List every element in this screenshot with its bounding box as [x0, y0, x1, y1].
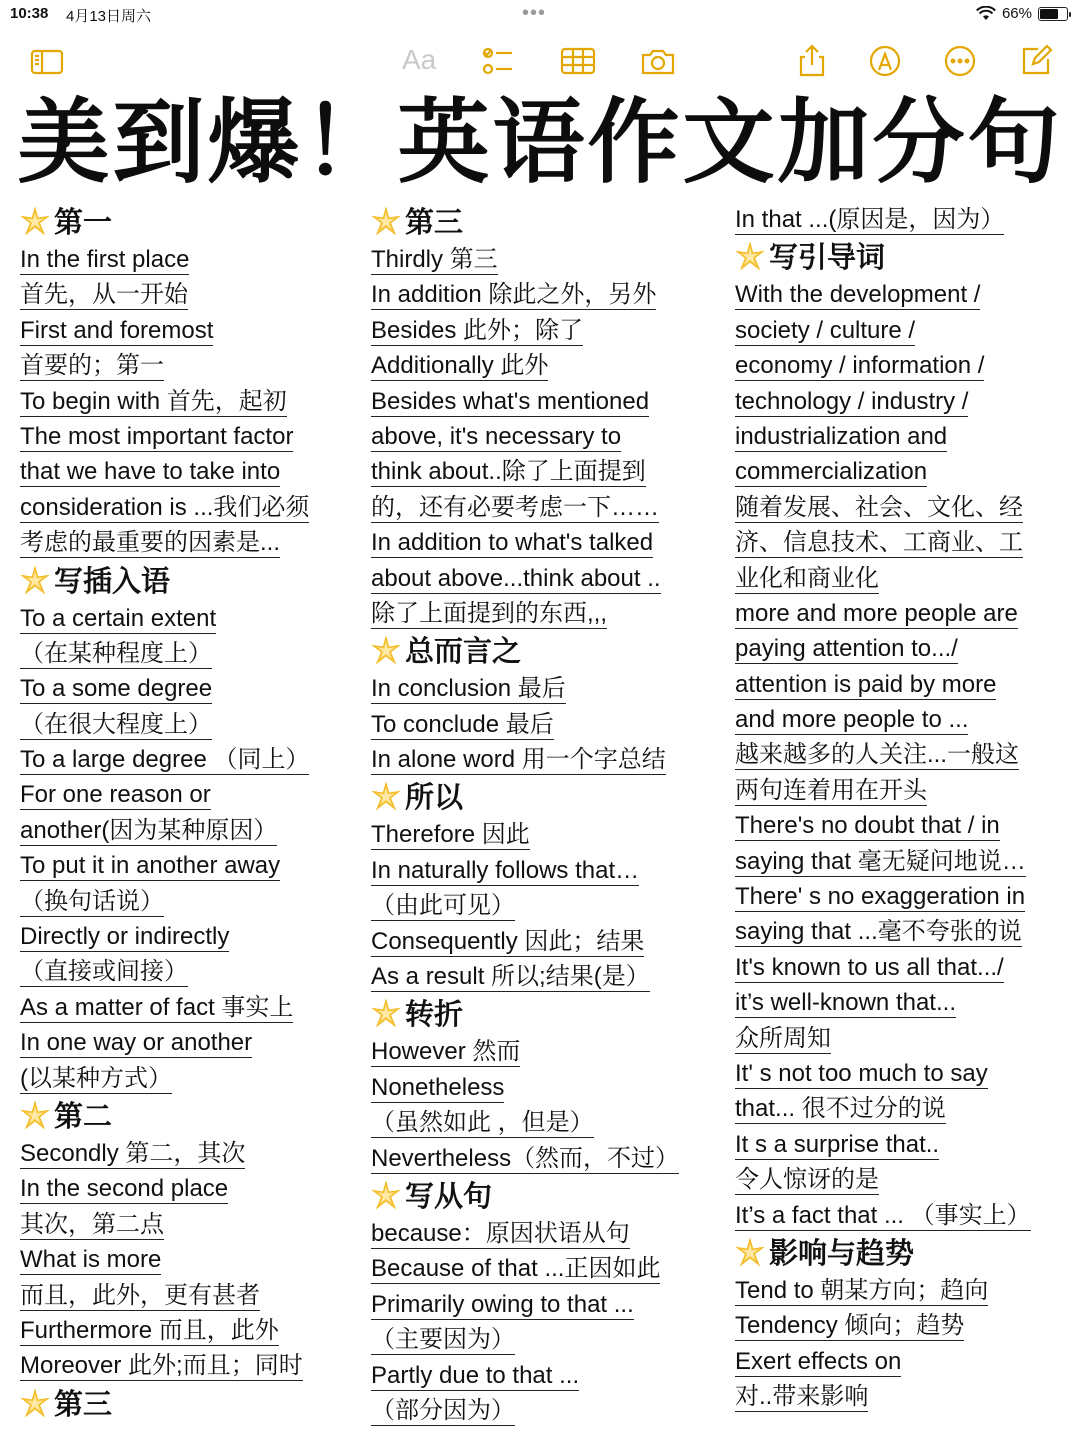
note-line — [735, 808, 1065, 843]
note-line-text: In naturally follows that… — [371, 856, 640, 884]
section-heading — [371, 777, 711, 817]
note-line — [20, 490, 350, 525]
note-line — [735, 454, 1065, 489]
note-line-text: 济、信息技术、工商业、工 — [735, 529, 1023, 557]
note-line-text: （部分因为） — [371, 1396, 515, 1424]
note-line-text: 而且，此外，更有甚者 — [20, 1281, 260, 1309]
note-line — [371, 242, 711, 277]
note-line-text: First and foremost — [20, 316, 214, 344]
note-line-text: saying that ...毫不夸张的说 — [735, 918, 1022, 946]
note-line-text: think about..除了上面提到 — [371, 458, 646, 486]
note-line-text: To conclude 最后 — [371, 710, 554, 738]
note-line — [735, 1308, 1065, 1343]
star-icon — [735, 1238, 765, 1268]
multitasking-dots-icon[interactable]: ••• — [522, 2, 547, 24]
note-line — [20, 1207, 350, 1242]
section-heading-label: 第三 — [54, 1386, 113, 1421]
note-line-text: As a result 所以;结果(是） — [371, 963, 650, 991]
note-line-text: What is more — [20, 1246, 162, 1274]
note-line-text: attention is paid by more — [735, 670, 997, 698]
note-line — [20, 1025, 350, 1060]
note-line-text: and more people to ... — [735, 706, 969, 734]
note-line-text: 业化和商业化 — [735, 564, 879, 592]
note-line-text: In alone word 用一个字总结 — [371, 746, 666, 774]
star-icon — [371, 999, 401, 1029]
note-line — [371, 525, 711, 560]
note-line — [735, 702, 1065, 737]
note-line-text: more and more people are — [735, 599, 1018, 627]
note-line — [735, 1127, 1065, 1162]
section-heading-label: 转折 — [405, 997, 464, 1032]
note-line — [371, 1216, 711, 1251]
note-line-text: 首要的；第一 — [20, 352, 164, 380]
note-line-text: Additionally 此外 — [371, 352, 549, 380]
note-line-text: （在某种程度上） — [20, 639, 212, 667]
note-line — [735, 844, 1065, 879]
note-line — [735, 419, 1065, 454]
battery-percent: 66% — [1001, 5, 1032, 22]
section-heading — [371, 994, 711, 1034]
note-line-text: Tendency 倾向；趋势 — [735, 1312, 965, 1340]
note-line — [735, 313, 1065, 348]
note-line — [20, 1313, 350, 1348]
note-line — [735, 914, 1065, 949]
note-line — [20, 671, 350, 706]
note-line-text: 众所周知 — [735, 1024, 831, 1052]
note-line-text: In one way or another — [20, 1029, 253, 1057]
note-line — [371, 490, 711, 525]
note-line-text: Therefore 因此 — [371, 821, 530, 849]
note-line — [20, 1242, 350, 1277]
note-line — [371, 853, 711, 888]
note-line-text: To a some degree — [20, 675, 213, 703]
note-line-text: Besides 此外；除了 — [371, 316, 584, 344]
note-column-3[interactable] — [735, 202, 1065, 1415]
note-line — [20, 1171, 350, 1206]
markup-icon[interactable] — [867, 43, 903, 79]
note-line-text: consideration is ...我们必须 — [20, 493, 310, 521]
note-line — [20, 636, 350, 671]
section-heading — [735, 1233, 1065, 1273]
section-heading-label: 影响与趋势 — [769, 1235, 915, 1270]
section-heading — [735, 237, 1065, 277]
note-line — [735, 348, 1065, 383]
star-icon — [371, 207, 401, 237]
battery-icon — [1038, 7, 1068, 21]
note-line — [735, 1198, 1065, 1233]
note-line-text: Furthermore 而且，此外 — [20, 1316, 279, 1344]
note-line-text: However 然而 — [371, 1038, 521, 1066]
note-line — [371, 924, 711, 959]
note-line-text: above, it's necessary to — [371, 422, 622, 450]
note-line-text: Nevertheless（然而，不过） — [371, 1144, 680, 1172]
note-line — [371, 596, 711, 631]
note-line-text: 两句连着用在开头 — [735, 776, 927, 804]
note-line — [371, 742, 711, 777]
note-line — [371, 384, 711, 419]
note-column-1[interactable] — [20, 202, 350, 1424]
note-line — [20, 277, 350, 312]
note-line-text: 除了上面提到的东西,,, — [371, 599, 608, 627]
note-line — [371, 419, 711, 454]
note-line-text: （直接或间接） — [20, 958, 188, 986]
section-heading-label: 第一 — [54, 205, 113, 239]
note-line — [735, 1344, 1065, 1379]
note-line — [371, 1358, 711, 1393]
note-line-text: because：原因状语从句 — [371, 1219, 630, 1247]
checklist-icon[interactable] — [480, 43, 516, 79]
star-icon — [20, 1389, 50, 1419]
note-line — [371, 454, 711, 489]
note-line — [371, 1322, 711, 1357]
note-line-text: 考虑的最重要的因素是... — [20, 529, 281, 557]
note-line — [735, 773, 1065, 808]
note-line-text: 随着发展、社会、文化、经 — [735, 493, 1023, 521]
note-line-text: （虽然如此 ，但是） — [371, 1109, 594, 1137]
note-line-text: In the second place — [20, 1175, 229, 1203]
camera-icon[interactable] — [640, 43, 676, 79]
note-line — [735, 1162, 1065, 1197]
note-line — [20, 884, 350, 919]
note-line-text: In the first place — [20, 246, 190, 273]
note-line — [735, 490, 1065, 525]
note-line — [20, 813, 350, 848]
note-line-text: economy / information / — [735, 352, 985, 380]
note-line — [371, 1287, 711, 1322]
note-line — [735, 1379, 1065, 1414]
note-line — [735, 384, 1065, 419]
note-line-text: technology / industry / — [735, 387, 969, 415]
status-date: 4月13日周六 — [66, 8, 152, 25]
note-line-text: To a large degree （同上） — [20, 746, 310, 774]
note-line-text: In conclusion 最后 — [371, 675, 566, 703]
section-heading-label: 第三 — [405, 205, 464, 239]
notes-toolbar — [0, 38, 1080, 84]
note-line — [735, 1273, 1065, 1308]
wifi-icon — [976, 6, 996, 21]
note-line — [371, 888, 711, 923]
note-line — [371, 707, 711, 742]
compose-icon[interactable] — [1018, 43, 1054, 79]
note-line-text: Thirdly 第三 — [371, 246, 498, 273]
note-line — [371, 671, 711, 706]
note-line-text: It's known to us all that.../ — [735, 953, 1004, 981]
note-line-text: The most important factor — [20, 422, 294, 450]
note-line-text: that we have to take into — [20, 458, 281, 486]
note-line-text: 其次，第二点 — [20, 1210, 164, 1238]
section-heading — [371, 202, 711, 242]
note-line-text: In that ...(原因是，因为） — [735, 206, 1005, 233]
section-heading — [371, 1176, 711, 1216]
star-icon — [371, 782, 401, 812]
section-heading — [371, 631, 711, 671]
note-line-text: There' s no exaggeration in — [735, 883, 1026, 911]
sidebar-icon[interactable] — [29, 43, 65, 79]
note-line — [735, 1091, 1065, 1126]
note-line — [20, 419, 350, 454]
table-icon[interactable] — [560, 43, 596, 79]
note-line — [735, 631, 1065, 666]
note-line-text: There's no doubt that / in — [735, 812, 1000, 840]
note-line — [735, 1021, 1065, 1056]
note-line-text: Secondly 第二，其次 — [20, 1139, 246, 1167]
status-time: 10:38 — [10, 5, 49, 22]
note-line-text: To put it in another away — [20, 852, 281, 880]
note-line-text: 越来越多的人关注...一般这 — [735, 741, 1020, 769]
note-line-text: 首先，从一开始 — [20, 281, 188, 309]
note-line — [20, 777, 350, 812]
note-line-text: （由此可见） — [371, 892, 515, 920]
note-line — [735, 985, 1065, 1020]
note-line — [20, 954, 350, 989]
note-line-text: Primarily owing to that ... — [371, 1290, 634, 1318]
note-line — [735, 596, 1065, 631]
note-line — [371, 561, 711, 596]
note-line — [20, 454, 350, 489]
note-line — [20, 1348, 350, 1383]
note-line — [20, 1061, 350, 1096]
note-line-text: 的，还有必要考虑一下…… — [371, 493, 659, 521]
note-line — [20, 990, 350, 1025]
share-icon[interactable] — [794, 43, 830, 79]
battery-fill — [1040, 9, 1058, 19]
section-heading-label: 写从句 — [405, 1178, 493, 1213]
note-line-text: commercialization — [735, 458, 928, 486]
note-line-text: (以某种方式） — [20, 1064, 172, 1092]
note-line-text: about above...think about .. — [371, 564, 661, 592]
note-line — [735, 879, 1065, 914]
note-line-text: （换句话说） — [20, 887, 164, 915]
status-bar — [0, 0, 1080, 28]
note-line-text: （主要因为） — [371, 1326, 515, 1354]
note-line-text: It s a surprise that.. — [735, 1130, 940, 1158]
note-line — [20, 384, 350, 419]
star-icon — [371, 636, 401, 666]
note-line — [20, 848, 350, 883]
note-line — [20, 313, 350, 348]
note-line — [20, 525, 350, 560]
star-icon — [20, 1101, 50, 1131]
star-icon — [371, 1181, 401, 1211]
note-line-text: paying attention to.../ — [735, 635, 958, 663]
note-line — [371, 1251, 711, 1286]
note-line-text: Nonetheless — [371, 1073, 505, 1101]
note-line — [371, 277, 711, 312]
note-line — [371, 1070, 711, 1105]
note-line — [371, 817, 711, 852]
section-heading-label: 写引导词 — [769, 240, 886, 275]
section-heading — [20, 202, 350, 242]
note-line-text: It' s not too much to say — [735, 1059, 988, 1087]
note-line-text: Partly due to that ... — [371, 1361, 580, 1389]
note-line — [371, 1393, 711, 1428]
note-line-text: Besides what's mentioned — [371, 387, 650, 415]
note-line — [371, 1034, 711, 1069]
note-line-text: Directly or indirectly — [20, 923, 230, 951]
note-line-text: Because of that ...正因如此 — [371, 1255, 661, 1283]
note-line-text: 令人惊讶的是 — [735, 1166, 879, 1194]
note-line — [20, 348, 350, 383]
note-line-text: Exert effects on — [735, 1347, 902, 1375]
note-line — [371, 1141, 711, 1176]
note-line — [735, 737, 1065, 772]
note-line-text: With the development / — [735, 281, 981, 309]
note-line-text: that... 很不过分的说 — [735, 1095, 946, 1123]
note-line — [20, 919, 350, 954]
note-line-text: （在很大程度上） — [20, 710, 212, 738]
note-line — [20, 242, 350, 277]
star-icon — [20, 566, 50, 596]
section-heading-label: 所以 — [405, 780, 464, 815]
section-heading-label: 第二 — [54, 1098, 113, 1133]
note-line-text: 对..带来影响 — [735, 1383, 869, 1411]
star-icon — [735, 242, 765, 272]
note-line — [20, 601, 350, 636]
note-line — [20, 1136, 350, 1171]
note-line-text: it’s well-known that... — [735, 989, 956, 1017]
note-line — [371, 313, 711, 348]
section-heading-label: 写插入语 — [54, 563, 171, 598]
note-line — [735, 525, 1065, 560]
section-heading — [20, 1096, 350, 1136]
note-line — [735, 950, 1065, 985]
note-line — [735, 277, 1065, 312]
note-title[interactable]: 美到爆！英语作文加分句 — [17, 89, 1063, 196]
note-line-text: Tend to 朝某方向；趋向 — [735, 1276, 989, 1304]
star-icon — [20, 207, 50, 237]
section-heading — [20, 561, 350, 601]
note-line — [371, 959, 711, 994]
note-line-text: another(因为某种原因） — [20, 816, 278, 844]
note-line — [371, 348, 711, 383]
note-line-text: Consequently 因此；结果 — [371, 927, 645, 955]
note-line — [20, 707, 350, 742]
note-line — [20, 742, 350, 777]
note-line-text: To a certain extent — [20, 604, 217, 632]
note-line-text: Moreover 此外;而且；同时 — [20, 1352, 303, 1380]
note-line-text: To begin with 首先，起初 — [20, 387, 287, 415]
note-line-text: saying that 毫无疑问地说… — [735, 847, 1026, 875]
note-line-text: society / culture / — [735, 316, 916, 344]
note-line-text: In addition 除此之外，另外 — [371, 281, 657, 309]
section-heading — [20, 1384, 350, 1424]
note-line — [20, 1278, 350, 1313]
status-right — [976, 5, 1068, 22]
more-icon[interactable] — [942, 43, 978, 79]
section-heading-label: 总而言之 — [405, 634, 522, 669]
note-line-text: As a matter of fact 事实上 — [20, 993, 294, 1021]
note-line — [735, 561, 1065, 596]
note-line — [735, 1056, 1065, 1091]
note-line-text: For one reason or — [20, 781, 211, 809]
note-column-2[interactable] — [371, 202, 711, 1428]
format-button[interactable]: Aa — [402, 44, 437, 75]
note-line — [371, 1105, 711, 1140]
note-line — [735, 667, 1065, 702]
note-line-text: industrialization and — [735, 422, 948, 450]
note-line — [735, 202, 1065, 237]
note-line-text: It’s a fact that ... （事实上） — [735, 1201, 1031, 1229]
note-line-text: In addition to what's talked — [371, 529, 654, 557]
